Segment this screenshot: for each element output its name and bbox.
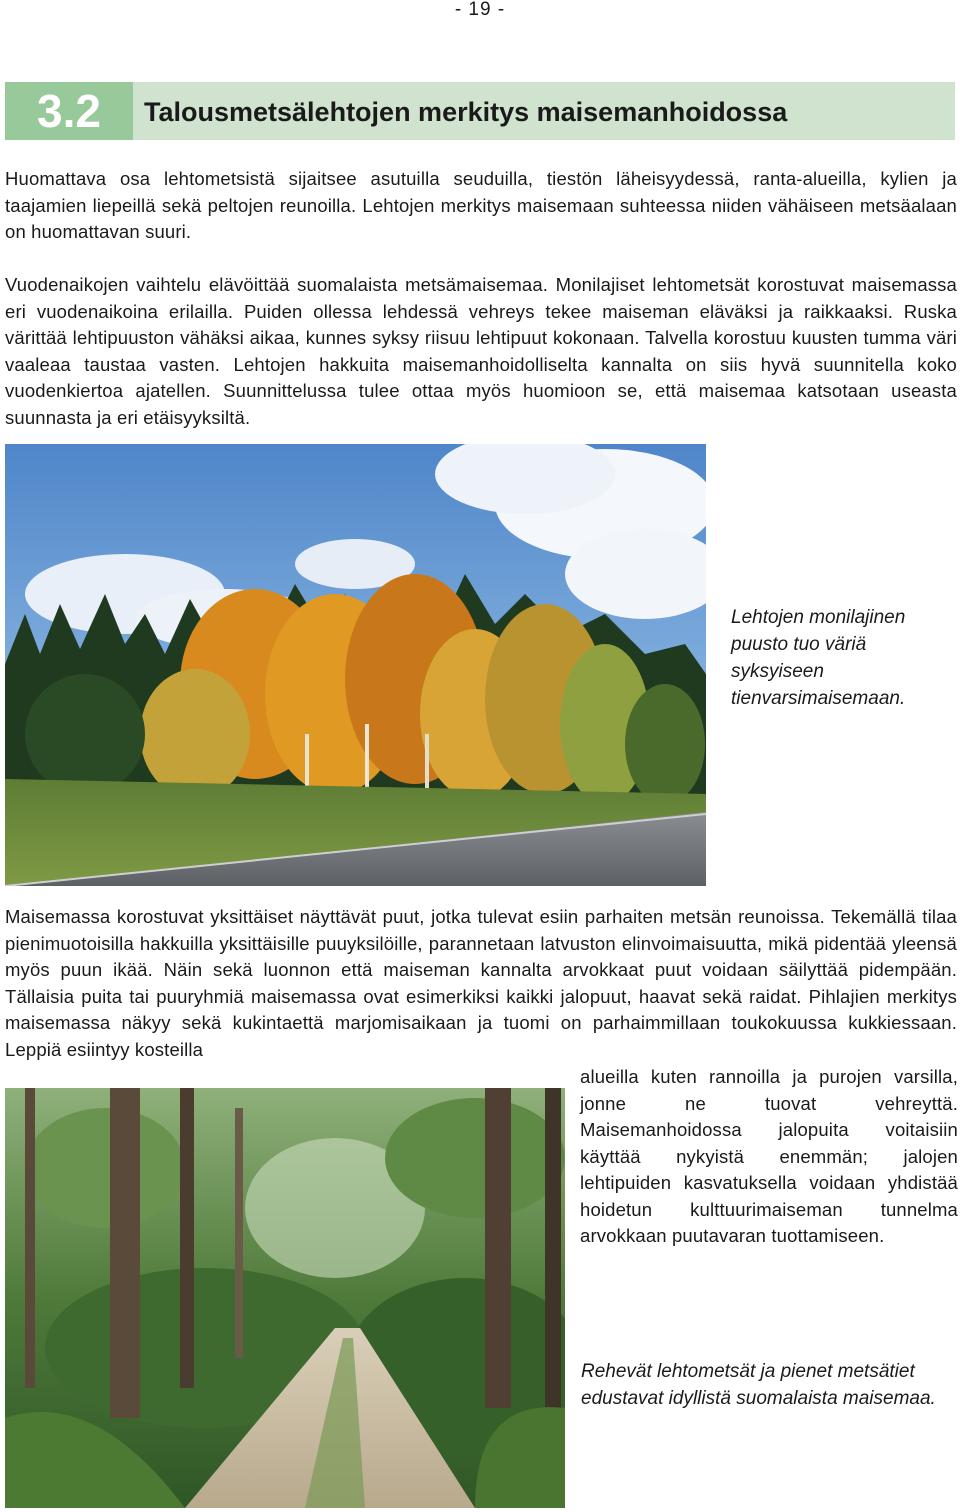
paragraph-3: Maisemassa korostuvat yksittäiset näyttävät puut, jotka tulevat esiin parhaiten metsän reunoissa. Tekemällä tilaa pienimuotoisilla hakkuilla yksittäisille puuyksilöille, parannetaan latvuston elinvoimaisuutta, mikä pidentää yleensä myös puun ikää. Näin sekä luonnon että maiseman kannalta arvokkaat puut voidaan säilyttää pidempään. Tällaisia puita tai puuryhmiä maisemassa ovat esimerkiksi kaikki jalopuut, haavat sekä raidat. Pihlajien merkitys maisemassa näkyy sekä kukintaettä marjomisaikaan ja tuomi on parhaimmillaan toukokuussa kukkiessaan. Leppiä esiintyy kosteilla	[5, 906, 957, 1060]
autumn-forest-photo	[5, 444, 706, 886]
paragraph-1: Huomattava osa lehtometsistä sijaitsee asutuilla seuduilla, tiestön läheisyydessä, ranta-alueilla, kylien ja taajamien liepeillä sekä peltojen reunoilla. Lehtojen merkitys maisemaan suhteessa niiden vähäiseen metsäalaan on huomattavan suuri.	[5, 168, 957, 242]
forest-path-photo	[5, 1088, 565, 1508]
page-number: - 19 -	[454, 0, 506, 20]
section-number: 3.2	[5, 82, 133, 140]
paragraph-2: Vuodenaikojen vaihtelu elävöittää suomalaista metsämaisemaa. Monilajiset lehtometsät korostuvat maisemassa eri vuodenaikoina erilailla. Puiden ollessa lehdessä vehreys tekee maiseman eläväksi ja raikkaaksi. Ruska värittää lehtipuuston vähäksi aikaa, kunnes syksy riisuu lehtipuut kokonaan. Talvella korostuu kuusten tumma väri vaaleaa taustaa vasten. Lehtojen hakkuita maisemanhoidolliselta kannalta on siis hyvä suunnitella koko vuodenkiertoa ajatellen. Suunnittelussa tulee ottaa myös huomioon se, että maisemaa katsotaan useasta suunnasta ja eri etäisyyksiltä.	[5, 274, 957, 428]
section-title: Talousmetsälehtojen merkitys maisemanhoidossa	[144, 97, 788, 127]
paragraph-4: alueilla kuten rannoilla ja purojen varsilla, jonne ne tuovat vehreyttä. Maisemanhoidossa jalopuita voitaisiin käyttää nykyistä enemmän; jalojen lehtipuiden kasvatuksella voidaan yhdistää hoidetun kulttuurimaiseman tunnelma arvokkaan puutavaran tuottamiseen.	[580, 1066, 958, 1246]
photo-caption-1: Lehtojen monilajinen puusto tuo väriä syksyiseen tienvarsimaisemaan.	[731, 607, 906, 709]
photo-caption-2: Rehevät lehtometsät ja pienet metsätiet edustavat idyllistä suomalaista maisemaa.	[581, 1361, 936, 1409]
